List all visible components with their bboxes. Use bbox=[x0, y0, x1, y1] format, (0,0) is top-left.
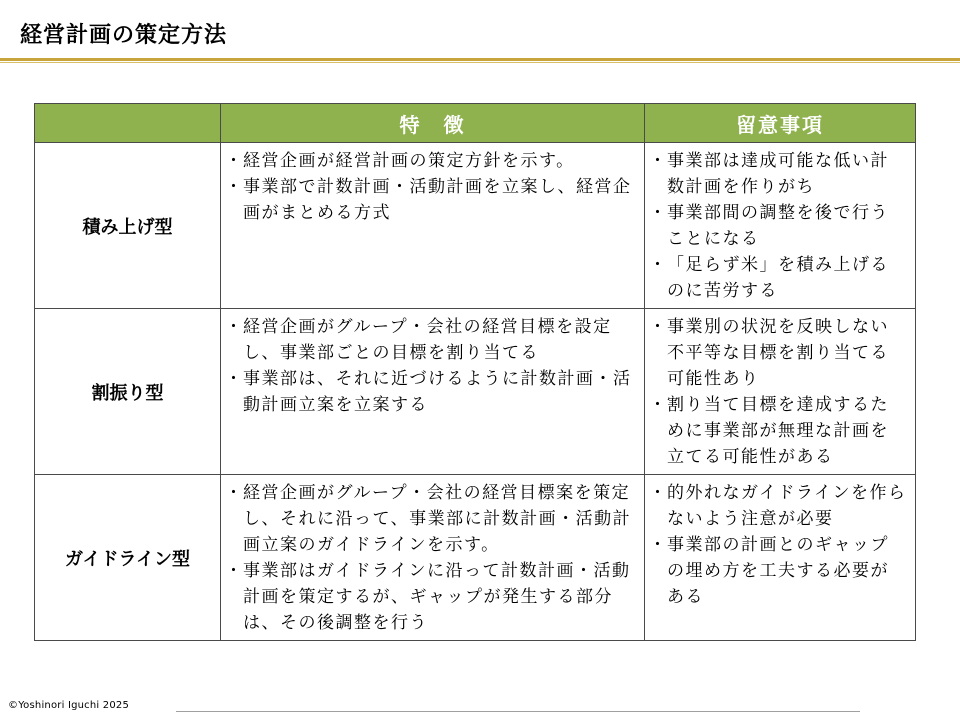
footer-divider bbox=[176, 711, 860, 712]
copyright-notice: ©Yoshinori Iguchi 2025 bbox=[8, 700, 130, 711]
notes-cell bbox=[645, 143, 916, 309]
feature-item: ・ 事業部は、それに近づけるように計数計画・活動計画立案を立案する bbox=[231, 366, 636, 418]
note-item: ・ 事業別の状況を反映しない不平等な目標を割り当てる可能性あり bbox=[655, 314, 907, 392]
feature-item: ・ 経営企画が経営計画の策定方針を示す。 bbox=[231, 148, 636, 174]
feature-item: ・ 事業部はガイドラインに沿って計数計画・活動計画を策定するが、ギャップが発生する部分は、その後調整を行う bbox=[231, 558, 636, 636]
title-underline bbox=[0, 58, 960, 61]
planning-methods-table bbox=[34, 103, 916, 641]
page-title: 経営計画の策定方法 bbox=[20, 23, 228, 48]
features-cell bbox=[221, 309, 645, 475]
row-label: 積み上げ型 bbox=[35, 143, 221, 309]
header-cell-type bbox=[35, 104, 221, 143]
feature-item: ・ 経営企画がグループ・会社の経営目標案を策定し、それに沿って、事業部に計数計画・活動計画立案のガイドラインを示す。 bbox=[231, 480, 636, 558]
title-underline-thin bbox=[0, 62, 960, 63]
table-row bbox=[35, 143, 916, 309]
note-item: ・ 「足らず米」を積み上げるのに苦労する bbox=[655, 252, 907, 304]
note-item: ・ 事業部は達成可能な低い計数計画を作りがち bbox=[655, 148, 907, 200]
features-cell bbox=[221, 475, 645, 641]
notes-cell bbox=[645, 309, 916, 475]
notes-cell bbox=[645, 475, 916, 641]
feature-item: ・ 事業部で計数計画・活動計画を立案し、経営企画がまとめる方式 bbox=[231, 174, 636, 226]
note-item: ・ 的外れなガイドラインを作らないよう注意が必要 bbox=[655, 480, 907, 532]
note-item: ・ 事業部の計画とのギャップの埋め方を工夫する必要がある bbox=[655, 532, 907, 610]
header-cell-notes: 留意事項 bbox=[645, 104, 916, 143]
note-item: ・ 割り当て目標を達成するために事業部が無理な計画を立てる可能性がある bbox=[655, 392, 907, 470]
header-cell-features: 特 徴 bbox=[221, 104, 645, 143]
row-label: 割振り型 bbox=[35, 309, 221, 475]
header-row bbox=[35, 104, 916, 143]
features-cell bbox=[221, 143, 645, 309]
table-row bbox=[35, 475, 916, 641]
feature-item: ・ 経営企画がグループ・会社の経営目標を設定し、事業部ごとの目標を割り当てる bbox=[231, 314, 636, 366]
table-row bbox=[35, 309, 916, 475]
row-label: ガイドライン型 bbox=[35, 475, 221, 641]
note-item: ・ 事業部間の調整を後で行うことになる bbox=[655, 200, 907, 252]
